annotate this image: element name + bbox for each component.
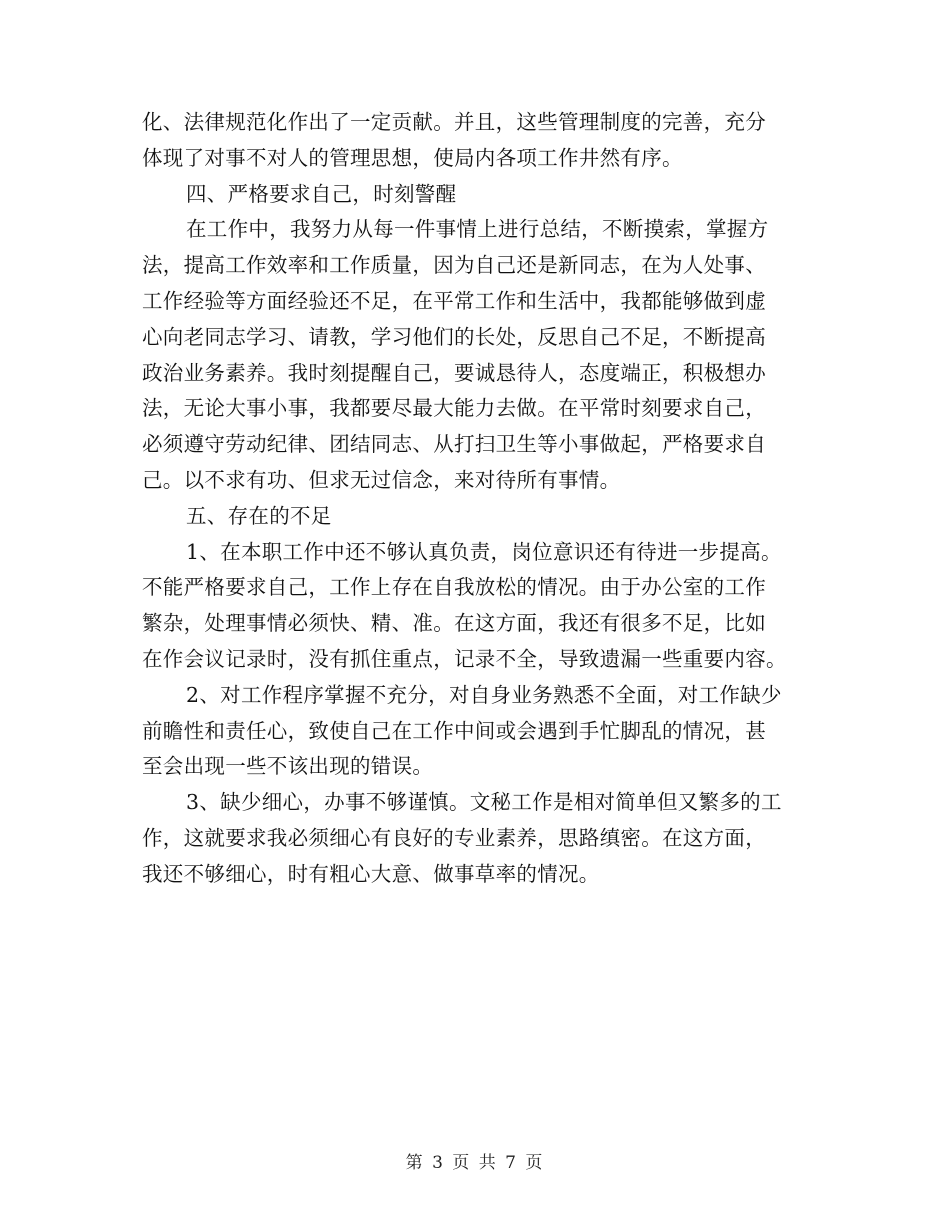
page-footer: 第 3 页 共 7 页 bbox=[405, 1153, 545, 1173]
text-line: 在工作中，我努力从每一件事情上进行总结，不断摸索，掌握方 bbox=[186, 217, 769, 242]
text-line: 至会出现一些不该出现的错误。 bbox=[142, 754, 434, 779]
text-line: 化、法律规范化作出了一定贡献。并且，这些管理制度的完善，充分 bbox=[142, 110, 766, 134]
paragraph bbox=[142, 177, 807, 213]
text-line: 在作会议记录时，没有抓住重点，记录不全，导致遗漏一些重要内容。 bbox=[142, 646, 787, 671]
text-line: 3、缺少细心，办事不够谨慎。文秘工作是相对简单但又繁多的工 bbox=[186, 790, 782, 815]
text-line: 1、在本职工作中还不够认真负责，岗位意识还有待进一步提高。 bbox=[186, 539, 782, 564]
text-line: 心向老同志学习、请教，学习他们的长处，反思自己不足，不断提高 bbox=[142, 324, 766, 349]
text-line: 工作经验等方面经验还不足，在平常工作和生活中，我都能够做到虚 bbox=[142, 288, 766, 313]
text-line: 2、对工作程序掌握不充分，对自身业务熟悉不全面，对工作缺少 bbox=[186, 682, 782, 707]
paragraph bbox=[142, 785, 807, 892]
text-line: 我还不够细心，时有粗心大意、做事草率的情况。 bbox=[142, 861, 600, 886]
text-line: 繁杂，处理事情必须快、精、准。在这方面，我还有很多不足，比如 bbox=[142, 611, 766, 636]
paragraph bbox=[142, 499, 807, 535]
document-body bbox=[142, 105, 807, 893]
text-line: 己。以不求有功、但求无过信念，来对待所有事情。 bbox=[142, 467, 621, 492]
paragraph bbox=[142, 105, 807, 177]
text-line: 政治业务素养。我时刻提醒自己，要诚恳待人，态度端正，积极想办 bbox=[142, 360, 766, 385]
text-line: 体现了对事不对人的管理思想，使局内各项工作井然有序。 bbox=[142, 145, 683, 170]
text-line: 作，这就要求我必须细心有良好的专业素养，思路缜密。在这方面， bbox=[142, 825, 766, 850]
text-line: 五、存在的不足 bbox=[186, 503, 332, 528]
text-line: 四、严格要求自己，时刻警醒 bbox=[186, 181, 457, 206]
paragraph bbox=[142, 535, 807, 678]
text-line: 法，提高工作效率和工作质量，因为自己还是新同志，在为人处事、 bbox=[142, 253, 766, 278]
text-line: 前瞻性和责任心，致使自己在工作中间或会遇到手忙脚乱的情况，甚 bbox=[142, 718, 766, 743]
paragraph bbox=[142, 678, 807, 785]
text-line: 不能严格要求自己，工作上存在自我放松的情况。由于办公室的工作 bbox=[142, 575, 766, 600]
text-line: 法，无论大事小事，我都要尽最大能力去做。在平常时刻要求自己， bbox=[142, 396, 766, 421]
text-line: 必须遵守劳动纪律、团结同志、从打扫卫生等小事做起，严格要求自 bbox=[142, 432, 766, 457]
paragraph bbox=[142, 212, 807, 498]
